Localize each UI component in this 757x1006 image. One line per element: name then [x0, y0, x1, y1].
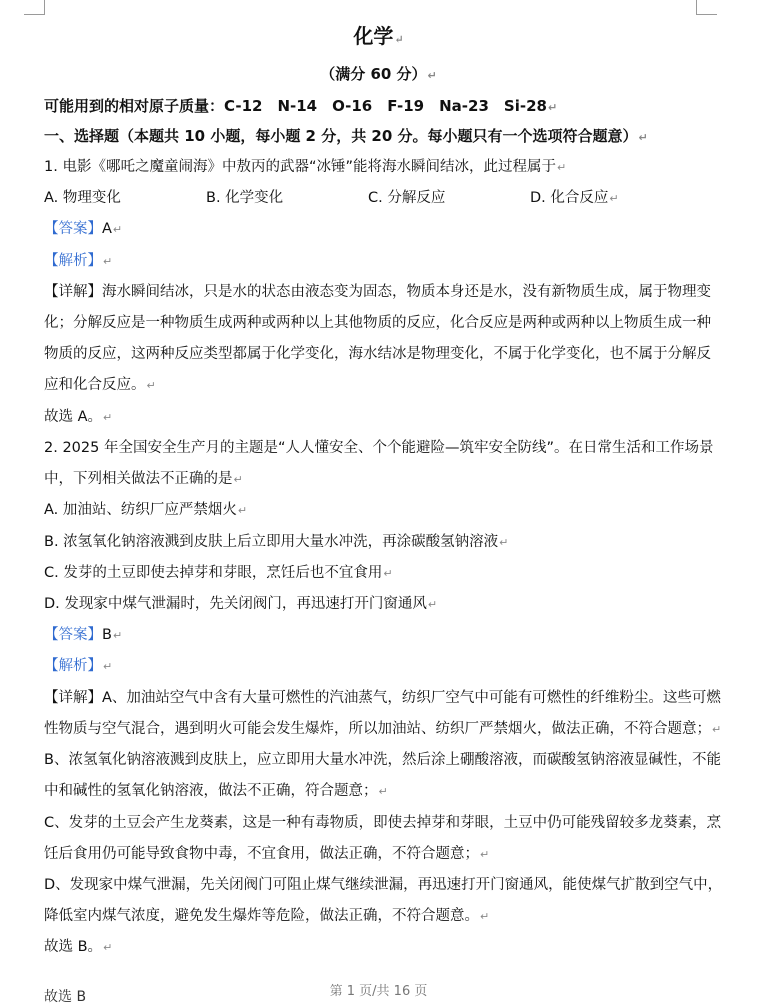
analysis-tag: 【解析】 [44, 253, 102, 269]
section-heading: 一、选择题（本题共 10 小题，每小题 2 分，共 20 分。每小题只有一个选项符合题意）↵ [44, 127, 648, 145]
atomic-masses-line: 可能用到的相对原子质量：C-12 N-14 O-16 F-19 Na-23 Si-28↵ [44, 97, 558, 115]
q2-detail-line: 【详解】A、加油站空气中含有大量可燃性的汽油蒸气，纺织厂空气中可能有可燃性的纤维粉尘。这些可燃 [44, 690, 721, 706]
q1-option-d: D. 化合反应↵ [530, 190, 619, 206]
q2-option-d: D. 发现家中煤气泄漏时，先关闭阀门，再迅速打开门窗通风↵ [44, 596, 438, 612]
document-title: 化学↵ [353, 24, 404, 48]
answer-tag: 【答案】 [44, 221, 102, 237]
q1-option-c: C. 分解反应 [368, 190, 446, 206]
q1-detail-line: 化；分解反应是一种物质生成两种或两种以上其他物质的反应，化合反应是两种或两种以上物质生成一种 [44, 315, 711, 331]
q2-stem-line: 2. 2025 年全国安全生产月的主题是“人人懂安全、个个能避险—筑牢安全防线”。在日常生活和工作场景 [44, 440, 714, 456]
q2-option-b: B. 浓氢氧化钠溶液溅到皮肤上后立即用大量水冲洗，再涂碳酸氢钠溶液↵ [44, 534, 509, 550]
q2-detail-line: B、浓氢氧化钠溶液溅到皮肤上，应立即用大量水冲洗，然后涂上硼酸溶液，而碳酸氢钠溶液显碱性，不能 [44, 752, 721, 768]
q2-answer: 【答案】B↵ [44, 627, 123, 643]
crop-mark-top-left [24, 0, 45, 15]
q1-conclusion: 故选 A。↵ [44, 409, 113, 425]
q2-detail-line: 性物质与空气混合，遇到明火可能会发生爆炸，所以加油站、纺织厂严禁烟火，做法正确，不符合题意；↵ [44, 721, 722, 737]
q2-detail-line: C、发芽的土豆会产生龙葵素，这是一种有毒物质，即使去掉芽和芽眼，土豆中仍可能残留较多龙葵素，烹 [44, 815, 722, 831]
detail-tag: 【详解】 [44, 284, 102, 300]
analysis-tag: 【解析】 [44, 658, 102, 674]
crop-mark-top-right [696, 0, 717, 15]
q2-stem-line: 中，下列相关做法不正确的是↵ [44, 471, 243, 487]
q2-conclusion: 故选 B。↵ [44, 939, 113, 955]
answer-tag: 【答案】 [44, 627, 102, 643]
q2-detail-line: 中和碱性的氢氧化钠溶液，做法不正确，符合题意；↵ [44, 783, 388, 799]
q2-option-c: C. 发芽的土豆即使去掉芽和芽眼，烹饪后也不宜食用↵ [44, 565, 393, 581]
detail-tag: 【详解】 [44, 690, 102, 706]
cutoff-text: 故选 B [44, 989, 87, 1005]
q1-detail-line: 应和化合反应。↵ [44, 377, 156, 393]
q1-detail-line: 【详解】海水瞬间结冰，只是水的状态由液态变为固态，物质本身还是水，没有新物质生成，属于物理变 [44, 284, 711, 300]
q2-detail-line: 降低室内煤气浓度，避免发生爆炸等危险，做法正确，不符合题意。↵ [44, 908, 490, 924]
q2-detail-line: 饪后食用仍可能导致食物中毒，不宜食用，做法正确，不符合题意；↵ [44, 846, 490, 862]
q2-option-a: A. 加油站、纺织厂应严禁烟火↵ [44, 502, 248, 518]
q1-option-a: A. 物理变化 [44, 190, 121, 206]
document-subtitle: （满分 60 分）↵ [320, 65, 437, 83]
q1-stem: 1. 电影《哪吒之魔童闹海》中敖丙的武器“冰锤”能将海水瞬间结冰，此过程属于↵ [44, 159, 567, 175]
q1-option-b: B. 化学变化 [206, 190, 284, 206]
q1-answer: 【答案】A↵ [44, 221, 123, 237]
page-footer: 第 1 页/共 16 页 [329, 984, 428, 999]
q2-analysis: 【解析】↵ [44, 658, 113, 674]
q1-detail-line: 物质的反应，这两种反应类型都属于化学变化，海水结冰是物理变化，不属于化学变化，也不属于分解反 [44, 346, 711, 362]
q2-detail-line: D、发现家中煤气泄漏，先关闭阀门可阻止煤气继续泄漏，再迅速打开门窗通风，能使煤气扩散到空气中， [44, 877, 723, 893]
q1-analysis: 【解析】↵ [44, 253, 113, 269]
